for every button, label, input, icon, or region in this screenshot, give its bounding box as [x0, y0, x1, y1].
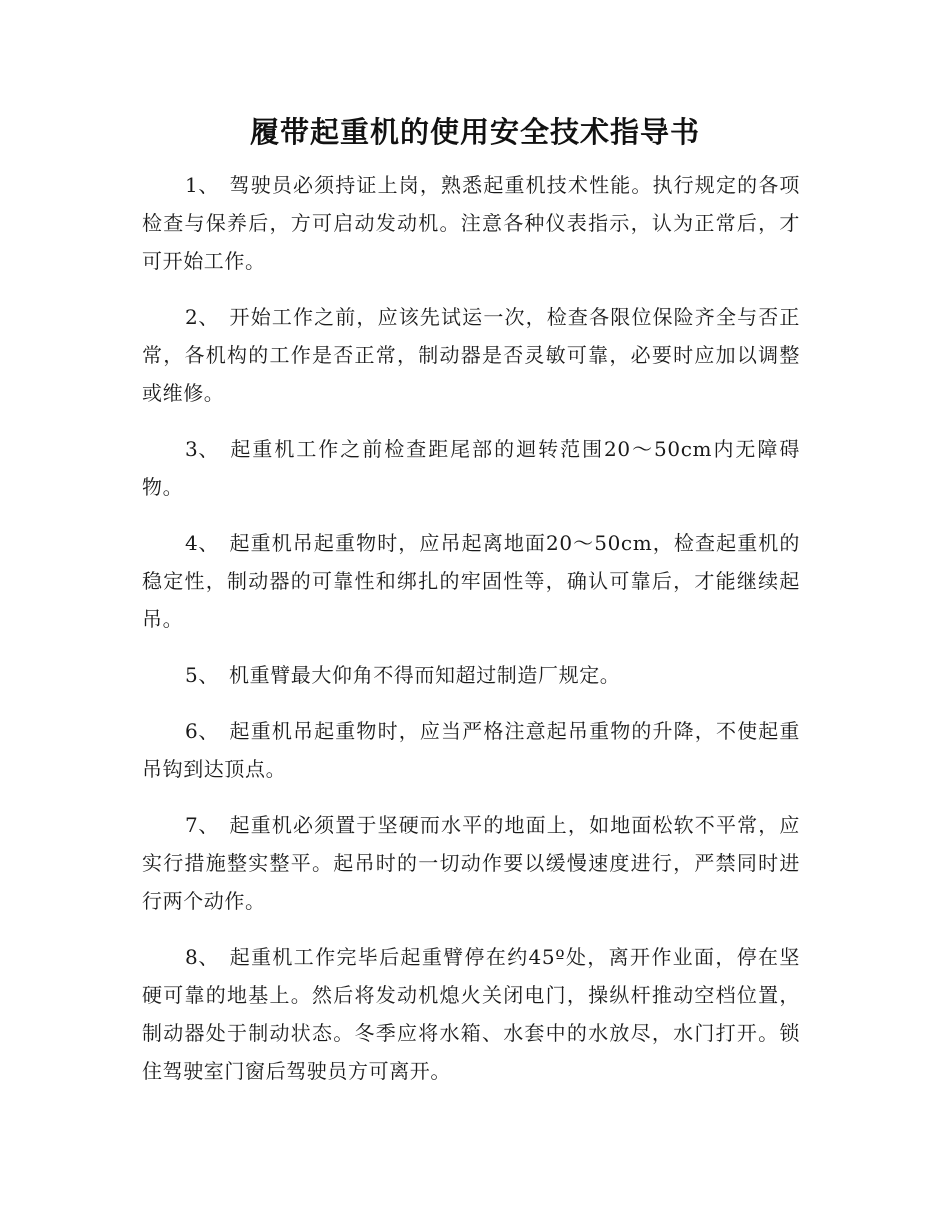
paragraph-7 [142, 806, 800, 920]
paragraph-text: 起重机工作完毕后起重臂停在约45º处，离开作业面，停在坚硬可靠的地基上。然后将发动机熄火关闭电门，操纵杆推动空档位置，制动器处于制动状态。冬季应将水箱、水套中的水放尽，水门打开。锁住驾驶室门窗后驾驶员方可离开。 [142, 945, 800, 1083]
paragraph-8 [142, 938, 800, 1090]
paragraph-number: 6、 [185, 719, 219, 743]
paragraph-text: 开始工作之前，应该先试运一次，检查各限位保险齐全与否正常，各机构的工作是否正常，制动器是否灵敏可靠，必要时应加以调整或维修。 [142, 305, 800, 405]
paragraph-text: 起重机吊起重物时，应当严格注意起吊重物的升降，不使起重吊钩到达顶点。 [142, 719, 800, 781]
paragraph-text: 起重机必须置于坚硬而水平的地面上，如地面松软不平常，应实行措施整实整平。起吊时的一切动作要以缓慢速度进行，严禁同时进行两个动作。 [142, 813, 800, 913]
paragraph-1 [142, 166, 800, 280]
paragraph-text: 起重机工作之前检查距尾部的迴转范围20～50cm内无障碍物。 [142, 437, 800, 499]
paragraph-number: 8、 [185, 945, 219, 969]
paragraph-text: 机重臂最大仰角不得而知超过制造厂规定。 [229, 663, 621, 687]
paragraph-6 [142, 712, 800, 788]
paragraph-3 [142, 430, 800, 506]
paragraph-4 [142, 524, 800, 638]
paragraph-text: 驾驶员必须持证上岗，熟悉起重机技术性能。执行规定的各项检查与保养后，方可启动发动机。注意各种仪表指示，认为正常后，才可开始工作。 [142, 173, 800, 273]
document-body [142, 166, 800, 1108]
paragraph-number: 2、 [185, 305, 219, 329]
paragraph-number: 5、 [185, 663, 219, 687]
paragraph-2 [142, 298, 800, 412]
paragraph-number: 1、 [185, 173, 219, 197]
paragraph-number: 4、 [185, 531, 219, 555]
paragraph-number: 3、 [185, 437, 219, 461]
paragraph-5 [142, 656, 800, 694]
paragraph-number: 7、 [185, 813, 219, 837]
document-title: 履带起重机的使用安全技术指导书 [249, 115, 700, 149]
paragraph-text: 起重机吊起重物时，应吊起离地面20～50cm，检查起重机的稳定性，制动器的可靠性和绑扎的牢固性等，确认可靠后，才能继续起吊。 [142, 531, 800, 631]
